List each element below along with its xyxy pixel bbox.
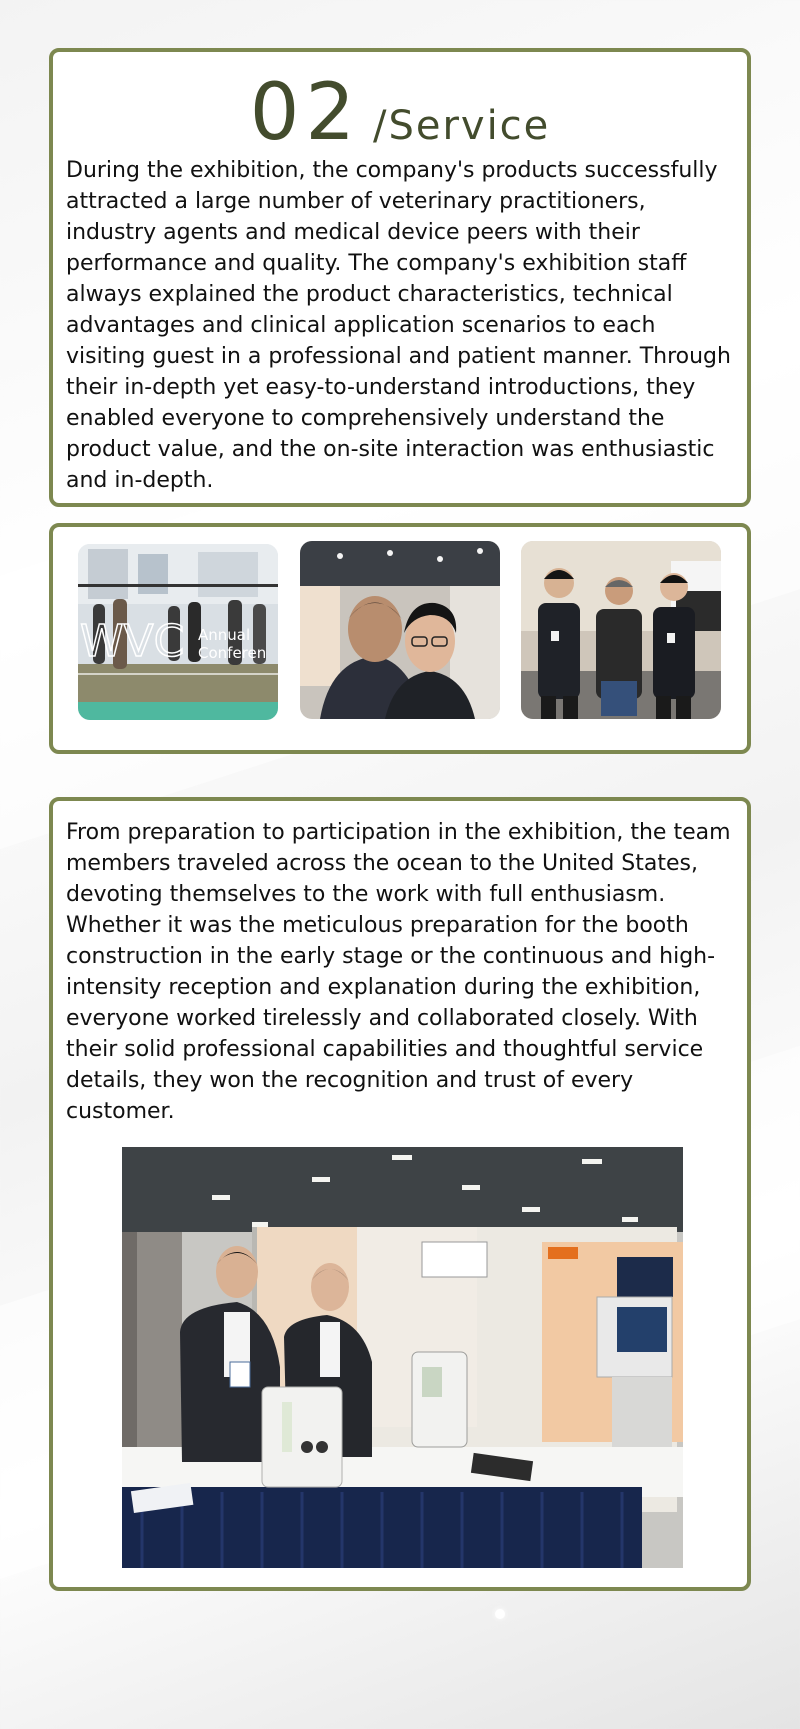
section-heading <box>53 68 747 158</box>
conference-sign-text: WVC <box>80 616 185 667</box>
booth-photo <box>122 1147 683 1568</box>
service-paragraph: During the exhibition, the company's products successfully attracted a large number of veterinary practitioners, industry agents and medical device peers with their performance and quality. The company's exhibition staff always explained the product characteristics, technical advantages and clinical application scenarios to each visiting guest in a professional and patient manner. Through their in-depth yet easy-to-understand introductions, they enabled everyone to comprehensively understand the product value, and the on-site interaction was enthusiastic and in-depth. <box>66 158 731 493</box>
photo-gallery-card <box>49 523 751 754</box>
service-card <box>49 48 751 507</box>
conference-sign-sub1: Annual <box>198 626 251 644</box>
conference-sign-sub2: Conferen <box>198 644 267 662</box>
conference-hall-photo <box>78 544 278 720</box>
decorative-dot <box>495 1609 505 1619</box>
team-card <box>49 797 751 1591</box>
team-paragraph: From preparation to participation in the exhibition, the team members traveled across the ocean to the United States, devoting themselves to the work with full enthusiasm. Whether it was the meticulous preparation for the booth construction in the early stage or the continuous and high-intensity reception and explanation during the exhibition, everyone worked tirelessly and collaborated closely. With their solid professional capabilities and thoughtful service details, they won the recognition and trust of every customer. <box>66 820 731 1124</box>
section-label: /Service <box>372 103 551 149</box>
section-number: 02 <box>249 68 361 158</box>
team-group-photo <box>521 541 721 719</box>
visitor-selfie-photo <box>300 541 500 719</box>
